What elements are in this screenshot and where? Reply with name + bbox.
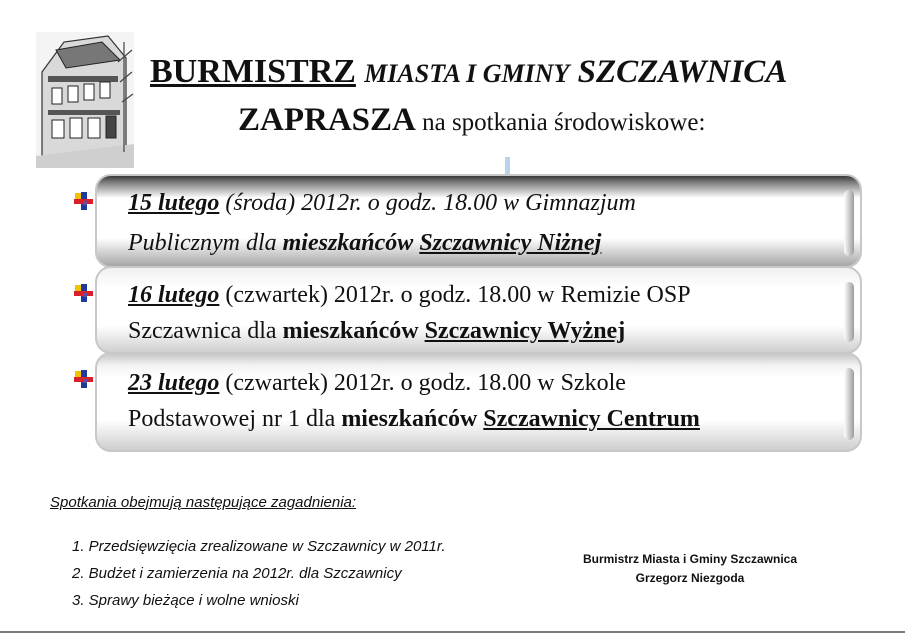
header-town-and-commune: MIASTA I GMINY [364,59,570,88]
meeting-3-area: Szczawnicy Centrum [483,406,700,432]
meeting-2-area: Szczawnicy Wyżnej [424,318,626,344]
meeting-3-line-1 [128,368,626,398]
bullet-icon [72,190,94,212]
issue-item-2: 2. Budżet i zamierzenia na 2012r. dla Szczawnicy [72,565,402,582]
issue-item-3: 3. Sprawy bieżące i wolne wnioski [72,592,299,609]
meeting-1-line-1 [128,188,636,218]
meeting-1-place: Publicznym dla [128,230,283,256]
issues-heading: Spotkania obejmują następujące zagadnienia: [50,494,357,511]
meeting-3-line-2 [128,404,700,434]
meeting-box-3 [95,352,862,452]
header-meetings-text: na spotkania środowiskowe: [422,109,706,136]
meeting-1-area: Szczawnicy Niżnej [419,230,602,256]
meeting-2-line-1 [128,280,691,310]
meeting-2-details: (czwartek) 2012r. o godz. 18.00 w Remizie OSP [219,282,691,308]
bullet-icon [72,282,94,304]
divider-tick [505,157,510,175]
meeting-3-place: Podstawowej nr 1 dla [128,406,342,432]
signature-title: Burmistrz Miasta i Gminy Szczawnica [582,552,798,566]
meeting-1-date: 15 lutego [128,190,220,216]
meeting-1-details: (środa) 2012r. o godz. 18.00 w Gimnazjum [219,190,636,216]
bullet-icon [72,368,94,390]
issue-item-1: 1. Przedsięwzięcia zrealizowane w Szczawnicy w 2011r. [72,538,446,555]
header-line-1 [150,52,787,94]
building-illustration [36,32,134,168]
meeting-2-place: Szczawnica dla [128,318,283,344]
meeting-3-residents: mieszkańców [341,406,478,432]
meeting-2-residents: mieszkańców [282,318,419,344]
header-line-2 [238,100,705,143]
meeting-1-residents: mieszkańców [282,230,414,256]
meeting-2-date: 16 lutego [128,282,220,308]
signature-name: Grzegorz Niezgoda [635,571,745,585]
header-invites: ZAPRASZA [238,102,416,138]
meeting-3-date: 23 lutego [128,370,220,396]
meeting-3-details: (czwartek) 2012r. o godz. 18.00 w Szkole [219,370,626,396]
meeting-2-line-2 [128,316,625,346]
meeting-1-line-2 [128,228,601,258]
header-mayor: BURMISTRZ [150,53,356,90]
header-town-name: SZCZAWNICA [577,54,788,90]
